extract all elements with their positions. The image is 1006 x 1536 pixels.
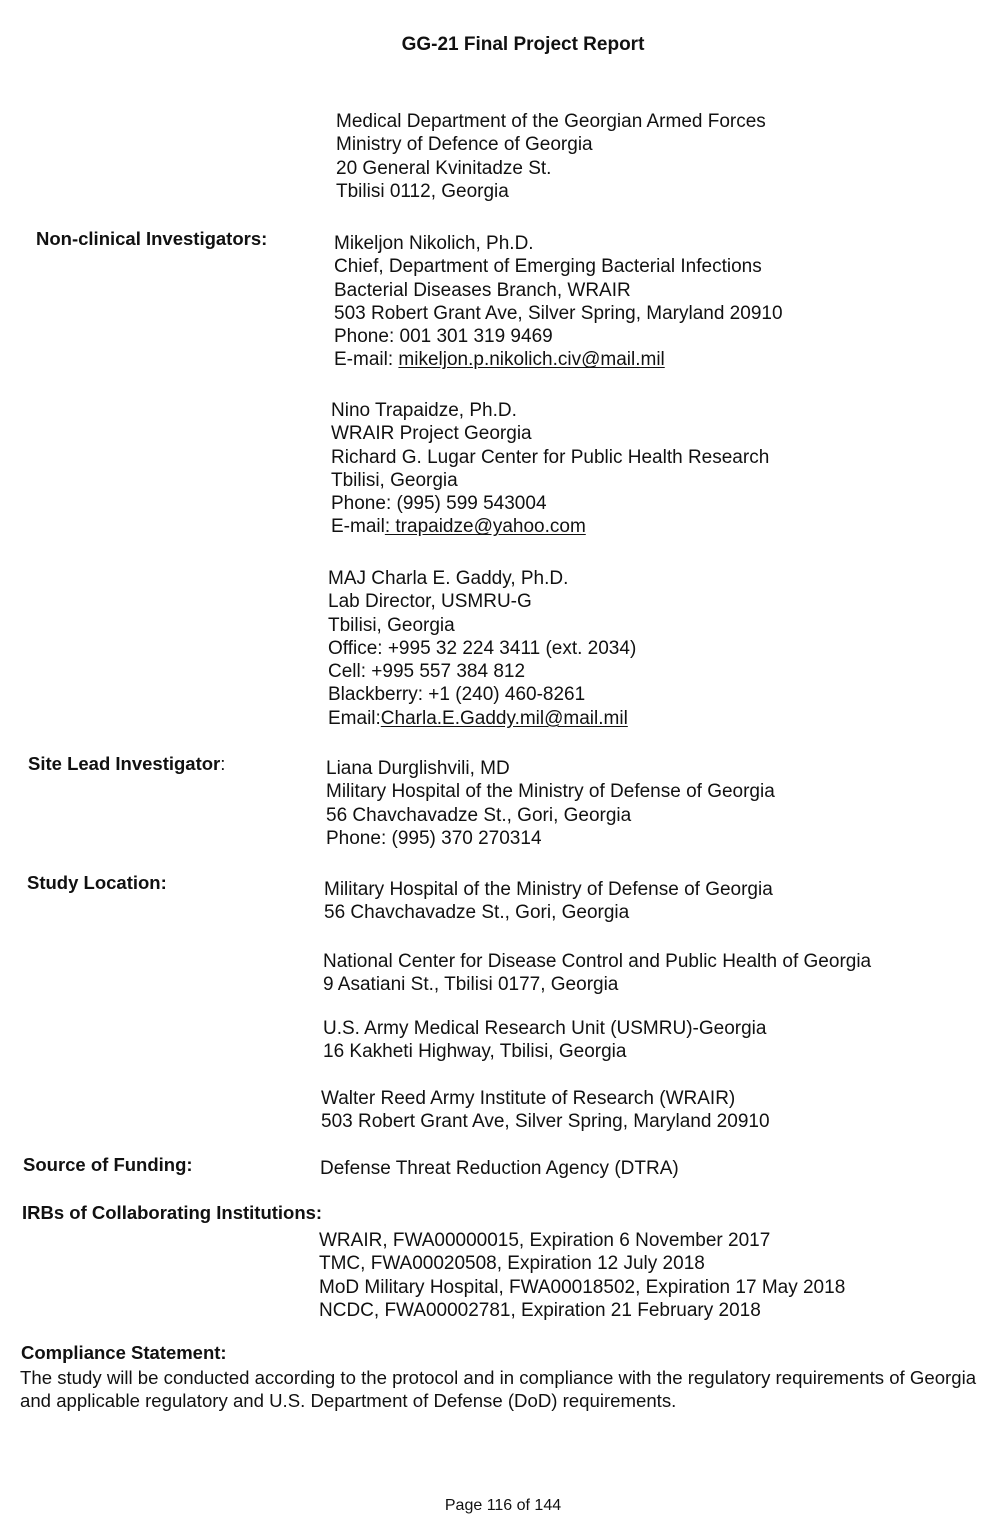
investigator-trapaidze xyxy=(331,399,769,539)
investigator-email-row xyxy=(334,348,783,371)
site-lead-label xyxy=(28,752,225,775)
investigator-center: Richard G. Lugar Center for Public Health Research xyxy=(331,446,770,468)
investigator-blackberry: Blackberry: +1 (240) 460-8261 xyxy=(328,684,586,706)
email-label: Email: xyxy=(328,707,381,729)
investigator-email-row xyxy=(328,707,636,730)
affiliation-block xyxy=(336,110,766,203)
investigator-name: MAJ Charla E. Gaddy, Ph.D. xyxy=(328,568,569,589)
funding-label: Source of Funding: xyxy=(23,1154,193,1175)
investigator-city: Tbilisi, Georgia xyxy=(331,469,458,491)
site-lead-hospital: Military Hospital of the Ministry of Defense of Georgia xyxy=(326,781,775,803)
email-label: E-mail xyxy=(331,516,385,538)
investigator-phone: Phone: 001 301 319 9469 xyxy=(334,326,553,348)
affiliation-line: Tbilisi 0112, Georgia xyxy=(336,180,509,202)
irb-item: TMC, FWA00020508, Expiration 12 July 2018 xyxy=(319,1253,705,1275)
email-link[interactable]: mikeljon.p.nikolich.civ@mail.mil xyxy=(398,349,665,371)
location-line: Walter Reed Army Institute of Research (WRAIR) xyxy=(321,1088,736,1109)
site-lead-label-text: Site Lead Investigator xyxy=(28,753,221,774)
study-location-3 xyxy=(323,1017,766,1064)
location-line: 503 Robert Grant Ave, Silver Spring, Maryland 20910 xyxy=(321,1111,770,1133)
location-line: 9 Asatiani St., Tbilisi 0177, Georgia xyxy=(323,974,619,996)
nonclinical-investigators-label: Non-clinical Investigators: xyxy=(36,228,268,249)
investigator-role: Lab Director, USMRU-G xyxy=(328,591,532,613)
investigator-office: Office: +995 32 224 3411 (ext. 2034) xyxy=(328,637,637,659)
funding-value: Defense Threat Reduction Agency (DTRA) xyxy=(320,1158,679,1179)
study-location-2 xyxy=(323,950,871,997)
location-line: Military Hospital of the Ministry of Defense of Georgia xyxy=(324,879,773,900)
investigator-name: Mikeljon Nikolich, Ph.D. xyxy=(334,233,534,254)
investigator-cell: Cell: +995 557 384 812 xyxy=(328,661,526,683)
compliance-label: Compliance Statement: xyxy=(21,1342,227,1363)
site-lead-phone: Phone: (995) 370 270314 xyxy=(326,827,542,849)
irb-item: MoD Military Hospital, FWA00018502, Expiration 17 May 2018 xyxy=(319,1276,846,1298)
affiliation-line: Ministry of Defence of Georgia xyxy=(336,134,593,156)
study-location-1 xyxy=(324,878,773,925)
compliance-text: The study will be conducted according to the protocol and in compliance with the regulatory requirements of Georgia and applicable regulatory and U.S. Department of Defense (DoD) requirements. xyxy=(20,1367,977,1411)
affiliation-line: Medical Department of the Georgian Armed Forces xyxy=(336,111,766,132)
email-link[interactable]: Charla.E.Gaddy.mil@mail.mil xyxy=(380,707,628,729)
investigator-city: Tbilisi, Georgia xyxy=(328,614,455,636)
investigator-name: Nino Trapaidze, Ph.D. xyxy=(331,400,517,421)
site-lead-colon: : xyxy=(220,753,226,774)
investigator-branch: Bacterial Diseases Branch, WRAIR xyxy=(334,279,631,301)
report-title: GG-21 Final Project Report xyxy=(401,34,645,55)
irb-item: WRAIR, FWA00000015, Expiration 6 November 2017 xyxy=(319,1230,771,1251)
site-lead-block xyxy=(326,757,775,850)
investigator-gaddy xyxy=(328,567,636,730)
irb-item: NCDC, FWA00002781, Expiration 21 February 2018 xyxy=(319,1299,761,1321)
investigator-nikolich xyxy=(334,232,783,372)
site-lead-address: 56 Chavchavadze St., Gori, Georgia xyxy=(326,804,632,826)
investigator-email-row xyxy=(331,515,769,538)
location-line: National Center for Disease Control and Public Health of Georgia xyxy=(323,951,872,972)
irbs-list xyxy=(319,1229,845,1322)
investigator-address: 503 Robert Grant Ave, Silver Spring, Maryland 20910 xyxy=(334,302,783,324)
location-line: U.S. Army Medical Research Unit (USMRU)-Georgia xyxy=(323,1018,767,1039)
affiliation-line: 20 General Kvinitadze St. xyxy=(336,157,552,179)
study-location-4 xyxy=(321,1087,770,1134)
location-line: 56 Chavchavadze St., Gori, Georgia xyxy=(324,902,630,924)
investigator-project: WRAIR Project Georgia xyxy=(331,423,532,445)
location-line: 16 Kakheti Highway, Tbilisi, Georgia xyxy=(323,1041,627,1063)
study-location-label: Study Location: xyxy=(27,872,167,893)
email-link[interactable]: : trapaidze@yahoo.com xyxy=(384,516,586,538)
investigator-title: Chief, Department of Emerging Bacterial Infections xyxy=(334,256,762,278)
site-lead-name: Liana Durglishvili, MD xyxy=(326,758,510,779)
page-number: Page 116 of 144 xyxy=(444,1497,562,1514)
investigator-phone: Phone: (995) 599 543004 xyxy=(331,493,547,515)
email-label: E-mail: xyxy=(334,349,399,371)
irbs-label: IRBs of Collaborating Institutions: xyxy=(22,1202,323,1223)
